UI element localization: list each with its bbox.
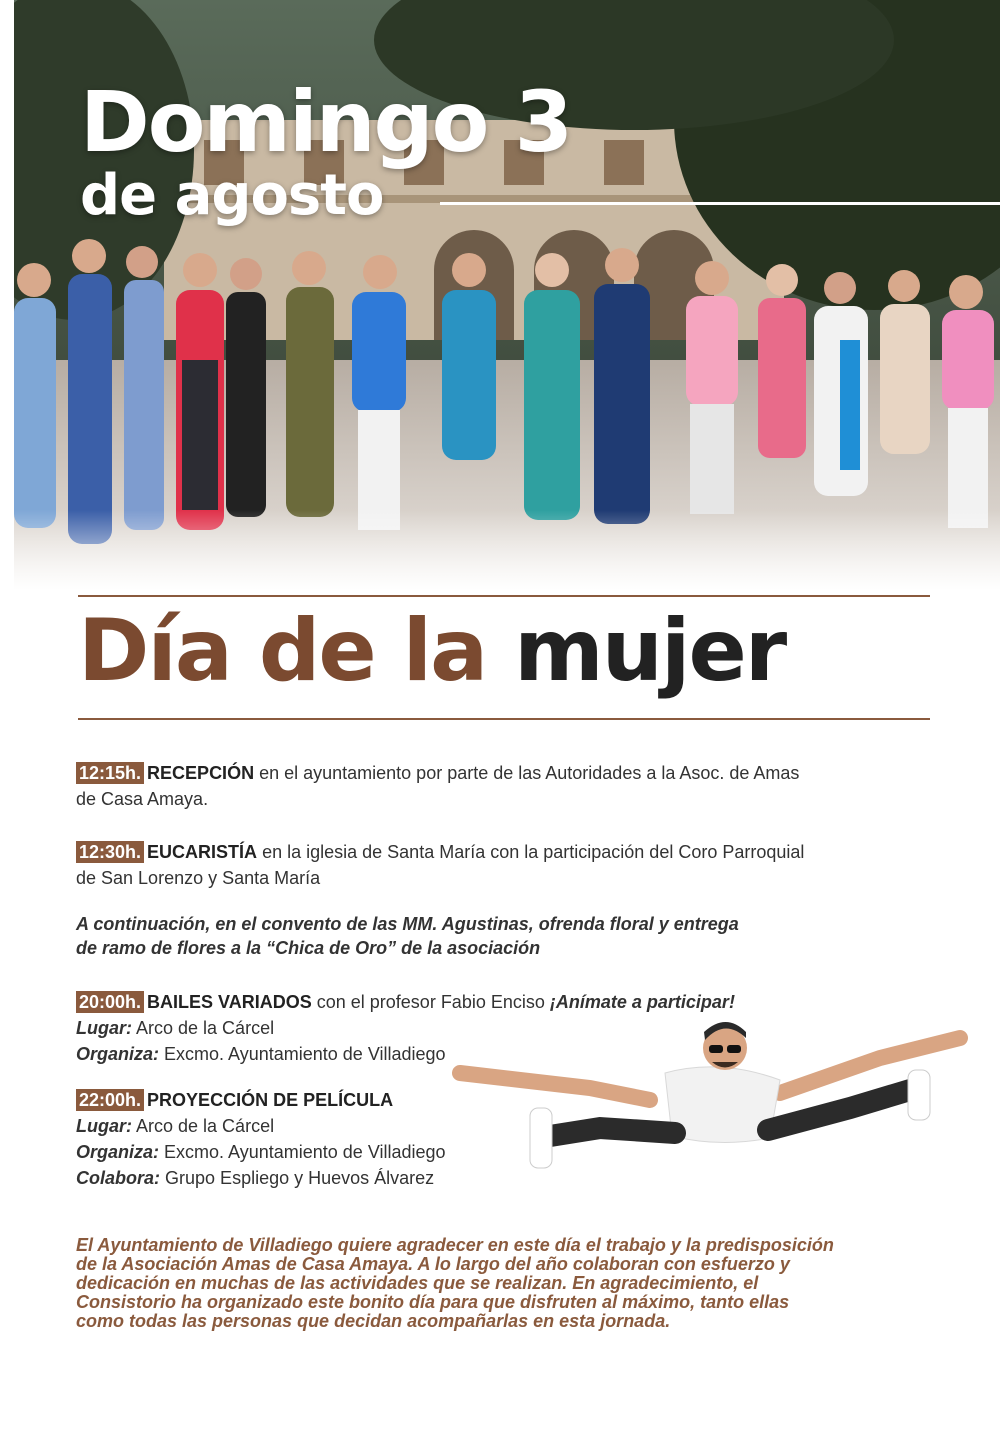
event-cta: ¡Anímate a participar! (549, 992, 735, 1012)
colabora-label: Colabora: (76, 1168, 161, 1188)
title-rule-top (78, 595, 930, 597)
lugar-value: Arco de la Cárcel (136, 1018, 275, 1038)
header-divider (440, 202, 1000, 205)
organiza-label: Organiza: (76, 1044, 160, 1064)
page-title (78, 601, 786, 701)
colabora-value: Grupo Espliego y Huevos Álvarez (165, 1168, 435, 1188)
event-eucaristia (76, 839, 936, 891)
event-title: RECEPCIÓN (147, 763, 255, 783)
closing-paragraph (76, 1236, 942, 1331)
closing-line: como todas las personas que decidan acompañarlas en esta jornada. (76, 1311, 671, 1331)
event-title: PROYECCIÓN DE PELÍCULA (147, 1090, 394, 1110)
continuation-line1: A continuación, en el convento de las MM. Agustinas, ofrenda floral y entrega (76, 914, 739, 934)
event-title: EUCARISTÍA (147, 842, 258, 862)
header-day: Domingo 3 (80, 73, 572, 171)
title-part1: Día de la (78, 601, 487, 701)
organiza-value: Excmo. Ayuntamiento de Villadiego (164, 1044, 446, 1064)
event-title: BAILES VARIADOS (147, 992, 312, 1012)
event-desc: con el profesor Fabio Enciso (316, 992, 545, 1012)
event-time: 20:00h. (76, 991, 144, 1013)
event-desc: en el ayuntamiento por parte de las Autoridades a la Asoc. de Amas (259, 763, 800, 783)
lugar-label: Lugar: (76, 1018, 132, 1038)
event-desc-cont: de San Lorenzo y Santa María (76, 868, 321, 888)
organiza-value: Excmo. Ayuntamiento de Villadiego (164, 1142, 446, 1162)
photo-fade (14, 510, 1000, 590)
closing-line: dedicación en muchas de las actividades que se realizan. En agradecimiento, el (76, 1273, 759, 1293)
lugar-value: Arco de la Cárcel (136, 1116, 275, 1136)
header-month: de agosto (80, 163, 384, 228)
dancer-illustration (450, 1018, 980, 1178)
lugar-label: Lugar: (76, 1116, 132, 1136)
continuation-note (76, 912, 936, 960)
continuation-line2: de ramo de flores a la “Chica de Oro” de la asociación (76, 938, 541, 958)
title-rule-bottom (78, 718, 930, 720)
event-time: 22:00h. (76, 1089, 144, 1111)
closing-line: de la Asociación Amas de Casa Amaya. A lo largo del año colaboran con esfuerzo y (76, 1254, 790, 1274)
event-desc: en la iglesia de Santa María con la participación del Coro Parroquial (262, 842, 805, 862)
event-desc-cont: de Casa Amaya. (76, 789, 209, 809)
organiza-label: Organiza: (76, 1142, 160, 1162)
event-time: 12:30h. (76, 841, 144, 863)
event-time: 12:15h. (76, 762, 144, 784)
closing-line: El Ayuntamiento de Villadiego quiere agradecer en este día el trabajo y la predisposición (76, 1235, 834, 1255)
event-recepcion (76, 760, 936, 812)
title-part2: mujer (514, 601, 786, 701)
closing-line: Consistorio ha organizado este bonito día para que disfruten al máximo, tanto ellas (76, 1292, 790, 1312)
